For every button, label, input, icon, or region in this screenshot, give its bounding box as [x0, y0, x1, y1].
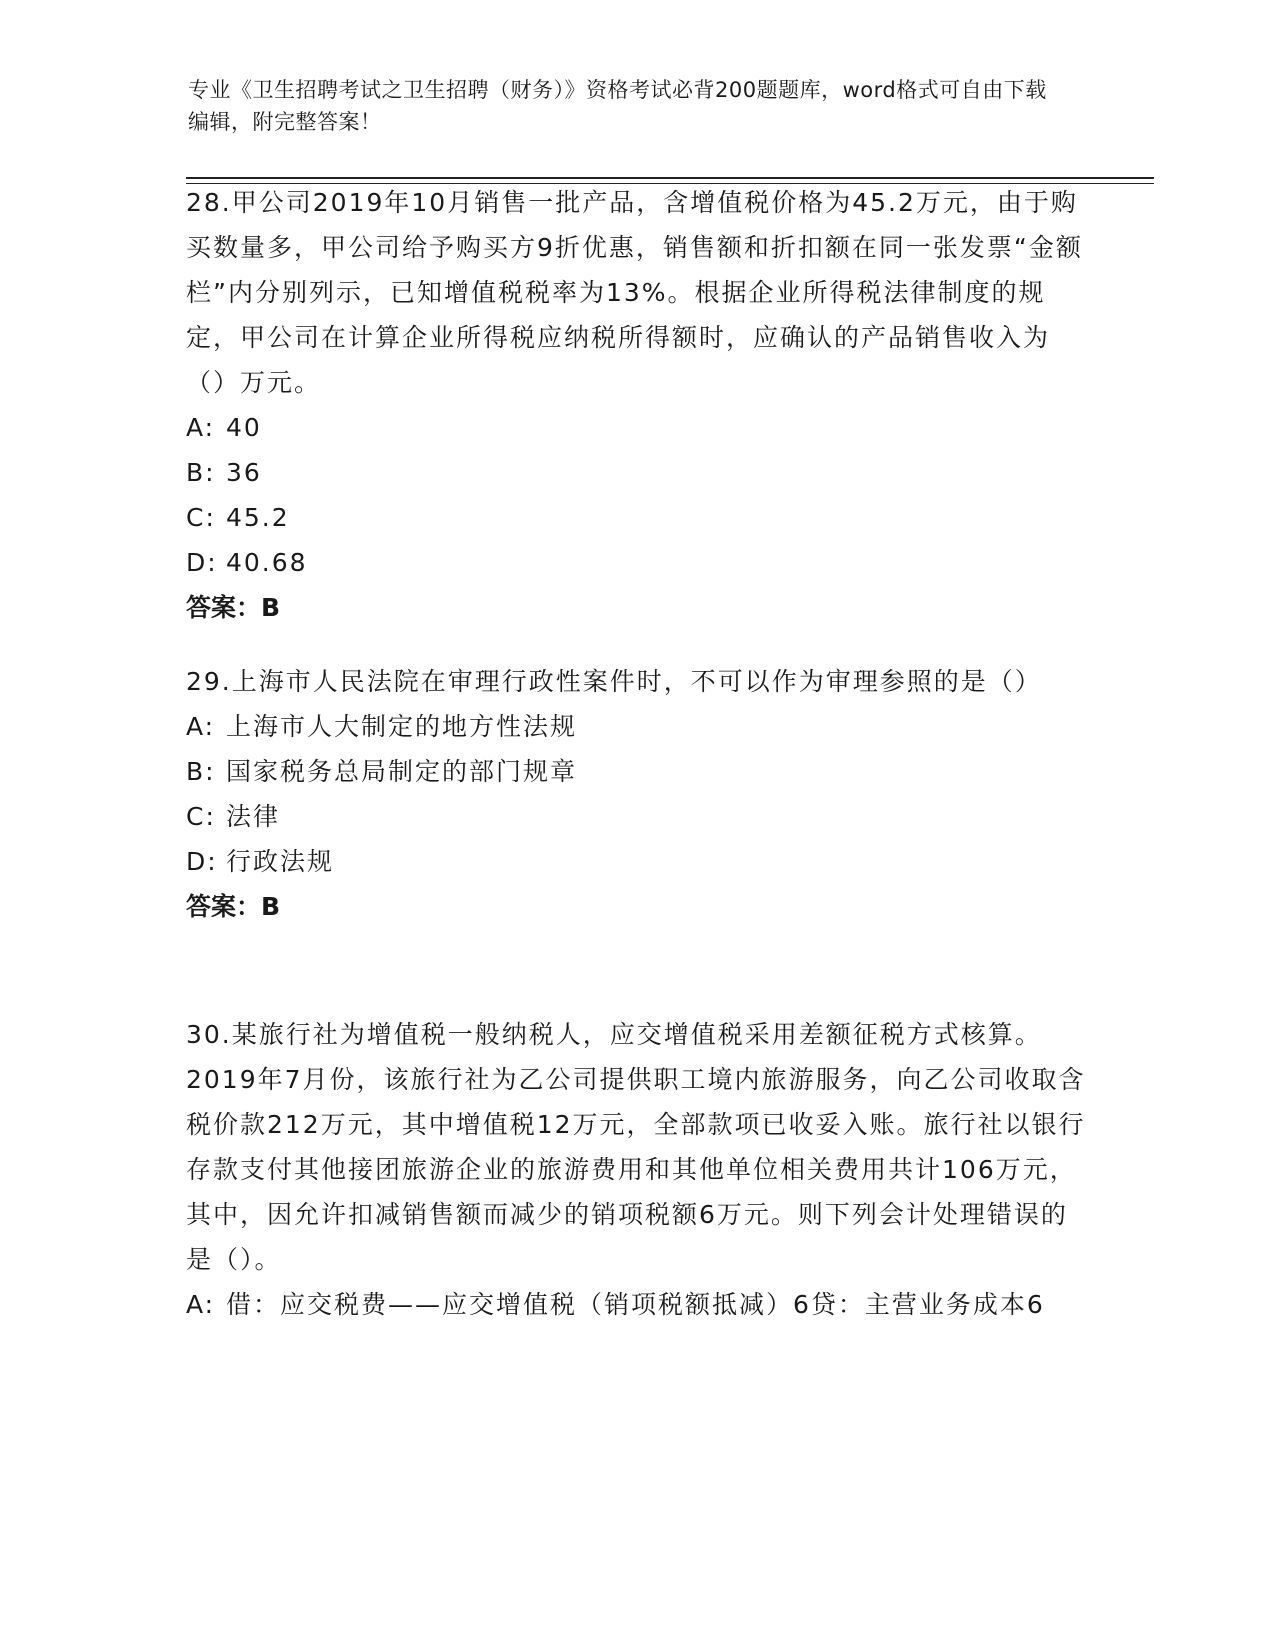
question-text: 30.某旅行社为增值税一般纳税人，应交增值税采用差额征税方式核算。2019年7月份，该旅行社为乙公司提供职工境内旅游服务，向乙公司收取含税价款212万元，其中增值税12万元，全部款项已收妥入账。旅行社以银行存款支付其他接团旅游企业的旅游费用和其他单位相关费用共计106万元，其中，因允许扣减销售额而减少的销项税额6万元。则下列会计处理错误的是（）。 [186, 1020, 1086, 1274]
question-text: 29.上海市人民法院在审理行政性案件时，不可以作为审理参照的是（） [186, 667, 1042, 696]
option-b [186, 749, 1086, 794]
option-letter: A: [186, 712, 216, 741]
option-letter: A: [186, 1290, 216, 1319]
question-30 [186, 1012, 1086, 1327]
option-letter: A: [186, 413, 216, 442]
option-text: 借：应交税费——应交增值税（销项税额抵减）6贷：主营业务成本6 [226, 1290, 1045, 1319]
option-a [186, 1282, 1086, 1327]
header-intro-text: 专业《卫生招聘考试之卫生招聘（财务）》资格考试必背200题题库，word格式可自由下载编辑，附完整答案！ [188, 78, 1047, 134]
option-letter: C: [186, 802, 216, 831]
option-text: 国家税务总局制定的部门规章 [226, 757, 578, 786]
question-text: 28.甲公司2019年10月销售一批产品，含增值税价格为45.2万元，由于购买数量多，甲公司给予购买方9折优惠，销售额和折扣额在同一张发票“金额栏”内分别列示，已知增值税税率为13%。根据企业所得税法律制度的规定，甲公司在计算企业所得税应纳税所得额时，应确认的产品销售收入为（）万元。 [186, 188, 1083, 397]
option-text: 40.68 [226, 548, 308, 577]
option-d [186, 839, 1086, 884]
option-d [186, 540, 1086, 585]
option-text: 行政法规 [226, 847, 335, 876]
answer-label: 答案：B [186, 593, 281, 622]
document-header [188, 74, 1068, 138]
header-divider-thick [186, 177, 1154, 179]
option-letter: D: [186, 548, 218, 577]
option-text: 45.2 [226, 503, 290, 532]
option-c [186, 495, 1086, 540]
option-letter: C: [186, 503, 216, 532]
option-a [186, 405, 1086, 450]
question-28 [186, 180, 1086, 630]
option-letter: D: [186, 847, 218, 876]
option-letter: B: [186, 757, 216, 786]
option-c [186, 794, 1086, 839]
option-text: 36 [226, 458, 262, 487]
option-text: 法律 [226, 802, 281, 831]
option-text: 上海市人大制定的地方性法规 [226, 712, 578, 741]
option-b [186, 450, 1086, 495]
option-letter: B: [186, 458, 216, 487]
question-29 [186, 659, 1086, 929]
option-a [186, 704, 1086, 749]
answer-label: 答案：B [186, 892, 281, 921]
option-text: 40 [226, 413, 262, 442]
